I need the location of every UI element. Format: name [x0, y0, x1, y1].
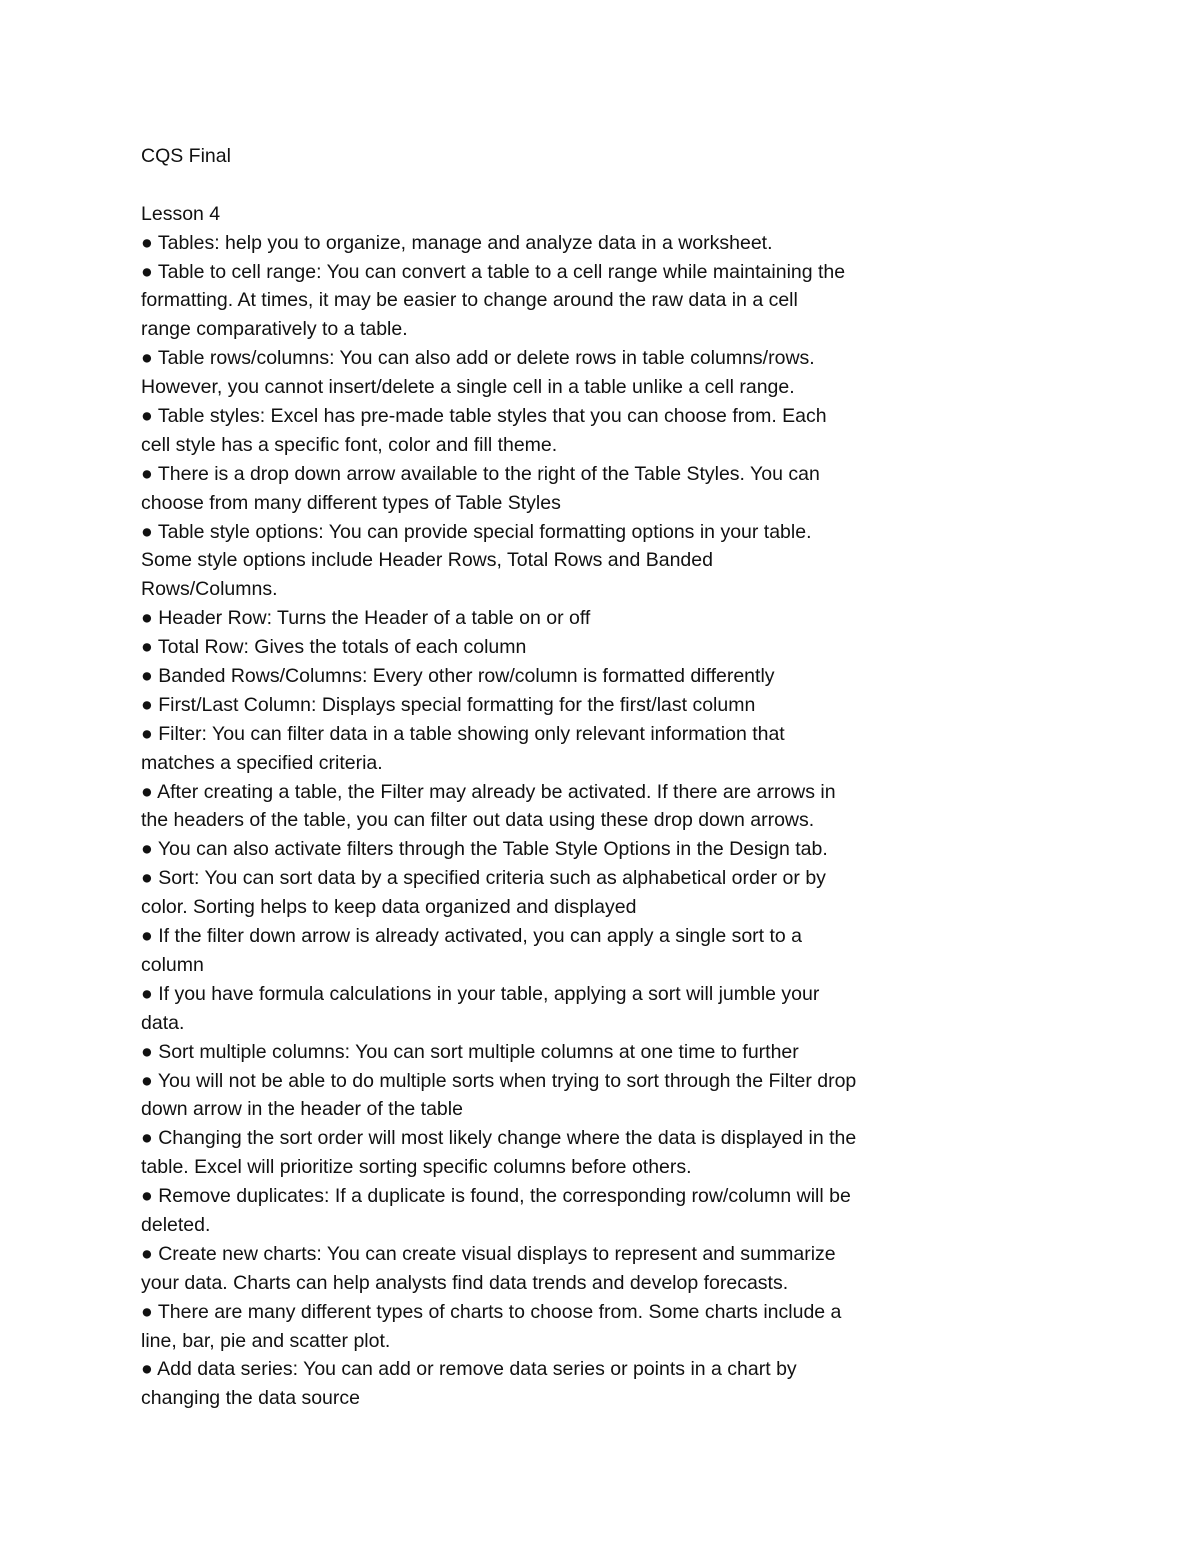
notes-list	[141, 229, 981, 1414]
text-line: ● Filter: You can filter data in a table showing only relevant information that	[141, 722, 785, 745]
text-line: line, bar, pie and scatter plot.	[141, 1329, 391, 1352]
text-line: matches a specified criteria.	[141, 751, 383, 774]
text-line: ● Sort: You can sort data by a specified criteria such as alphabetical order or by	[141, 867, 826, 890]
text-line: However, you cannot insert/delete a single cell in a table unlike a cell range.	[141, 376, 795, 399]
text-line: ● Total Row: Gives the totals of each column	[141, 636, 527, 659]
text-line: changing the data source	[141, 1387, 360, 1410]
lesson-heading: Lesson 4	[141, 202, 221, 225]
text-line: down arrow in the header of the table	[141, 1098, 463, 1121]
text-line: ● There are many different types of charts to choose from. Some charts include a	[141, 1300, 842, 1323]
text-line: ● Tables: help you to organize, manage and analyze data in a worksheet.	[141, 231, 773, 254]
text-line: ● Table rows/columns: You can also add or delete rows in table columns/rows.	[141, 347, 815, 370]
text-line: your data. Charts can help analysts find data trends and develop forecasts.	[141, 1271, 789, 1294]
text-line: formatting. At times, it may be easier to change around the raw data in a cell	[141, 289, 798, 312]
document-title: CQS Final	[141, 145, 231, 167]
text-line: ● You will not be able to do multiple sorts when trying to sort through the Filter drop	[141, 1069, 857, 1092]
text-line: cell style has a specific font, color and fill theme.	[141, 433, 558, 456]
text-line: ● There is a drop down arrow available to the right of the Table Styles. You can	[141, 462, 820, 485]
text-line: ● Table style options: You can provide special formatting options in your table.	[141, 520, 812, 543]
text-line: color. Sorting helps to keep data organized and displayed	[141, 896, 637, 919]
text-line: range comparatively to a table.	[141, 318, 408, 341]
text-line: ● Header Row: Turns the Header of a table on or off	[141, 607, 591, 630]
text-line: deleted.	[141, 1213, 211, 1236]
text-line: data.	[141, 1011, 185, 1034]
text-line: ● Sort multiple columns: You can sort multiple columns at one time to further	[141, 1040, 799, 1063]
text-line: choose from many different types of Table Styles	[141, 491, 561, 514]
text-line: ● Add data series: You can add or remove data series or points in a chart by	[141, 1358, 797, 1381]
text-line: table. Excel will prioritize sorting specific columns before others.	[141, 1156, 692, 1179]
text-line: ● First/Last Column: Displays special formatting for the first/last column	[141, 693, 756, 716]
document-body	[141, 142, 981, 1413]
text-line: ● Changing the sort order will most likely change where the data is displayed in the	[141, 1127, 857, 1150]
text-line: ● Table to cell range: You can convert a table to a cell range while maintaining the	[141, 260, 846, 283]
text-line: the headers of the table, you can filter out data using these drop down arrows.	[141, 809, 815, 832]
text-line: ● Table styles: Excel has pre-made table styles that you can choose from. Each	[141, 405, 827, 428]
text-line: ● Banded Rows/Columns: Every other row/column is formatted differently	[141, 665, 775, 688]
text-line: Rows/Columns.	[141, 578, 278, 601]
text-line: ● Create new charts: You can create visual displays to represent and summarize	[141, 1242, 836, 1265]
text-line: ● If you have formula calculations in your table, applying a sort will jumble your	[141, 982, 820, 1005]
text-line: ● After creating a table, the Filter may already be activated. If there are arrows in	[141, 780, 836, 803]
text-line: column	[141, 953, 204, 976]
blank-line	[141, 171, 981, 200]
text-line: Some style options include Header Rows, Total Rows and Banded	[141, 549, 713, 572]
text-line: ● You can also activate filters through the Table Style Options in the Design tab.	[141, 838, 828, 861]
text-line: ● Remove duplicates: If a duplicate is found, the corresponding row/column will be	[141, 1185, 851, 1208]
text-line: ● If the filter down arrow is already activated, you can apply a single sort to a	[141, 925, 803, 948]
